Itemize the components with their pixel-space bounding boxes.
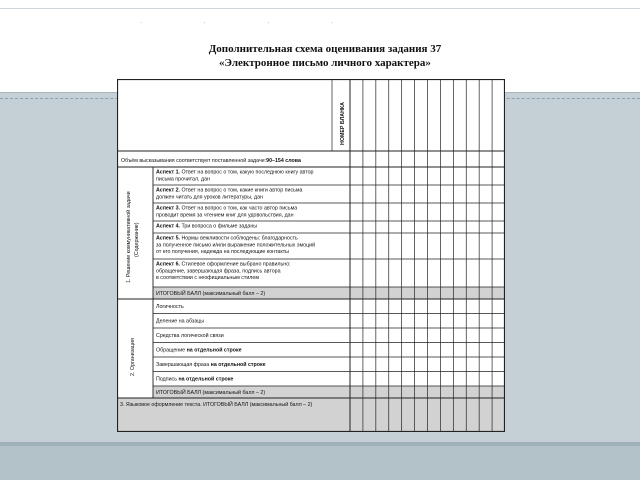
score-cell-shade xyxy=(453,287,466,299)
page-title: Дополнительная схема оценивания задания 37 xyxy=(208,43,442,55)
volume-row-text: Объём высказывания соответствует поставленной задаче:90–154 слова xyxy=(121,158,301,164)
score-cell-shade xyxy=(453,398,466,431)
org-item-text: Логичность xyxy=(156,304,184,310)
score-cell-shade xyxy=(440,386,453,398)
aspect-text: Аспект 4. Три вопроса о фильме заданы xyxy=(156,223,258,230)
aspect-text: Аспект 6. Стилевое оформление выбрано правильно: xyxy=(156,261,291,268)
score-cell-shade xyxy=(492,398,505,431)
section2-total-label: ИТОГОВЫЙ БАЛЛ (максимальный балл – 2) xyxy=(156,390,266,396)
org-item-text: Завершающая фраза на отдельной строке xyxy=(156,362,266,368)
section1-label: 1. Решение коммуникативной задачи xyxy=(126,191,132,283)
aspect-text: письма прочитал, дан xyxy=(156,176,210,183)
aspect-text: должен читать для уроков литературы, дан xyxy=(156,194,263,201)
aspect-text: от его получения, надежда на последующие контакты xyxy=(156,249,289,256)
score-cell-shade xyxy=(363,398,376,431)
score-cell-shade xyxy=(428,287,441,299)
aspect-text: за полученное письмо и/или выражение положительных эмоций xyxy=(156,242,316,249)
score-cell-shade xyxy=(402,287,415,299)
score-cell-shade xyxy=(402,398,415,431)
score-cell-shade xyxy=(350,287,363,299)
org-item-text: Деление на абзацы xyxy=(156,318,205,325)
org-item-text: Обращение на отдельной строке xyxy=(156,347,242,354)
score-cell-shade xyxy=(492,386,505,398)
aspect-text: Аспект 2. Ответ на вопрос о том, какие книги автор письма xyxy=(156,187,303,194)
assessment-table xyxy=(117,79,505,432)
score-cell-shade xyxy=(415,287,428,299)
footer-bar xyxy=(0,446,640,480)
page-subtitle: «Электронное письмо личного характера» xyxy=(219,57,431,69)
score-cell-shade xyxy=(479,386,492,398)
score-cell-shade xyxy=(376,386,389,398)
score-cell-shade xyxy=(466,287,479,299)
score-cell-shade xyxy=(453,386,466,398)
score-cell-shade xyxy=(363,386,376,398)
top-marks: · · · · xyxy=(140,20,363,26)
score-cell-shade xyxy=(428,386,441,398)
language-total-label: 3. Языковое оформление текста. ИТОГОВЫЙ БАЛЛ (максимальный балл – 2) xyxy=(120,402,313,408)
score-cell-shade xyxy=(479,287,492,299)
header-form-number: НОМЕР БЛАНКА xyxy=(340,102,346,145)
score-cell-shade xyxy=(376,287,389,299)
score-cell-shade xyxy=(466,398,479,431)
aspect-text: Аспект 5. Нормы вежливости соблюдены: благодарность xyxy=(156,235,298,242)
score-cell-shade xyxy=(350,398,363,431)
section1-sublabel: (Содержание) xyxy=(134,222,140,257)
top-divider xyxy=(0,8,640,9)
aspect-text: обращение, завершающая фраза, подпись автора xyxy=(156,268,281,275)
score-cell-shade xyxy=(363,287,376,299)
score-cell-shade xyxy=(466,386,479,398)
assessment-sheet xyxy=(117,79,505,432)
score-cell-shade xyxy=(479,398,492,431)
score-cell-shade xyxy=(415,398,428,431)
score-cell-shade xyxy=(415,386,428,398)
score-cell-shade xyxy=(350,386,363,398)
score-cell-shade xyxy=(428,398,441,431)
section1-total-label: ИТОГОВЫЙ БАЛЛ (максимальный балл – 2) xyxy=(156,291,266,297)
score-cell-shade xyxy=(492,287,505,299)
section2-label: 2. Организация xyxy=(130,338,136,376)
score-cell-shade xyxy=(402,386,415,398)
score-cell-shade xyxy=(376,398,389,431)
score-cell-shade xyxy=(389,386,402,398)
org-item-text: Средства логической связи xyxy=(156,333,224,339)
aspect-text: проводит время за чтением книг для удовольствия, дан xyxy=(156,212,294,219)
org-item-text: Подпись на отдельной строке xyxy=(156,376,234,383)
aspect-text: Аспект 1. Ответ на вопрос о том, какую последнюю книгу автор xyxy=(156,169,314,176)
score-cell-shade xyxy=(440,287,453,299)
score-cell-shade xyxy=(389,287,402,299)
score-cell-shade xyxy=(389,398,402,431)
aspect-text: Аспект 3. Ответ на вопрос о том, как часто автор письма xyxy=(156,205,298,212)
score-cell-shade xyxy=(440,398,453,431)
aspect-text: в соответствии с неофициальным стилем xyxy=(156,275,259,282)
